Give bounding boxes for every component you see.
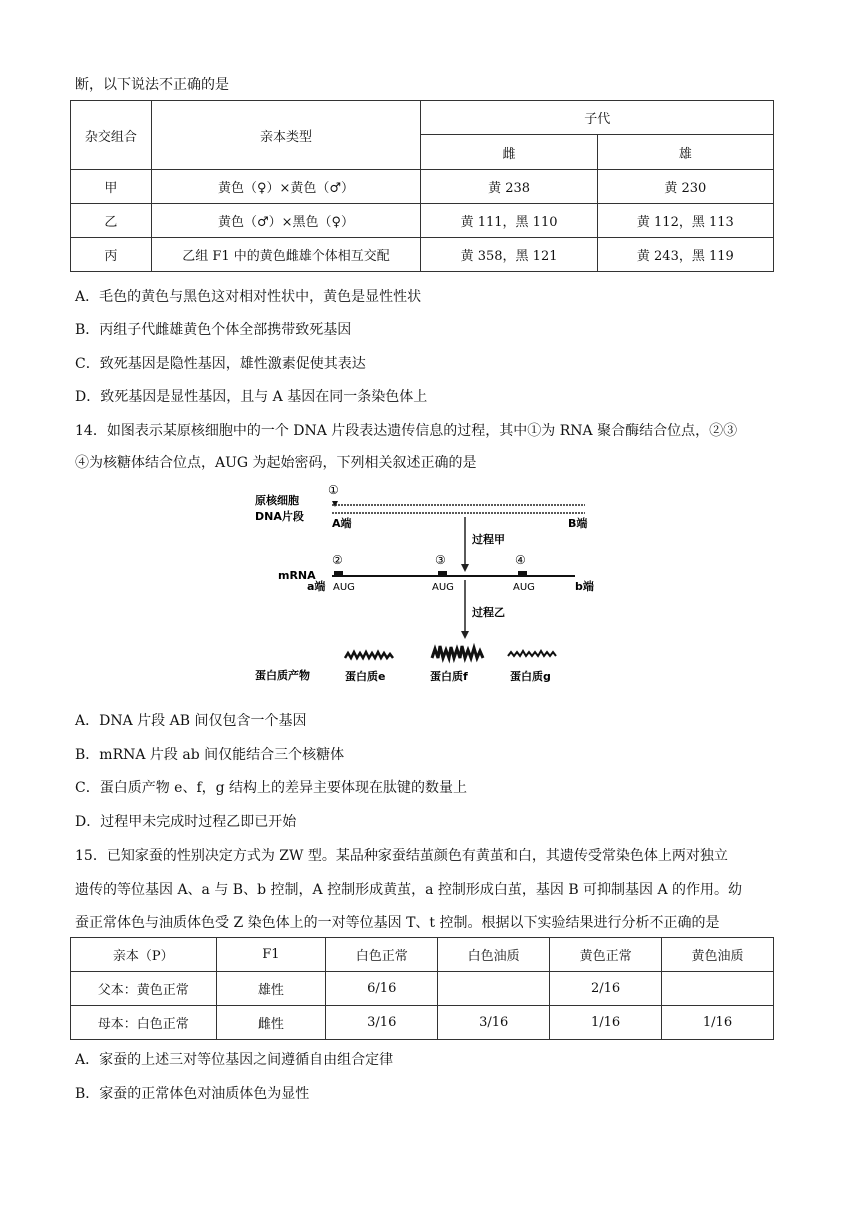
q14-stem-line2: ④为核糖体结合位点，AUG 为起始密码，下列相关叙述正确的是 — [75, 455, 477, 471]
q14-option-b: B．mRNA 片段 ab 间仅能结合三个核糖体 — [75, 747, 345, 763]
cell-female: 黄 358，黑 121 — [421, 238, 597, 272]
end-A: A端 — [332, 517, 352, 530]
cell-cross: 乙 — [71, 204, 152, 238]
site-4-marker: ④ — [515, 553, 526, 567]
cell: 雄性 — [216, 972, 326, 1006]
q14-stem-line1: 14．如图表示某原核细胞中的一个 DNA 片段表达遗传信息的过程，其中①为 RNA 聚合酶结合位点，②③ — [75, 423, 738, 439]
header-yellow-oily: 黄色油质 — [662, 938, 774, 972]
header-parent: 亲本（P） — [71, 938, 217, 972]
gene-expression-figure — [250, 480, 610, 690]
end-b: b端 — [575, 580, 594, 593]
cell-cross: 丙 — [71, 238, 152, 272]
label-protein-g: 蛋白质g — [510, 670, 551, 683]
table-row — [71, 1006, 774, 1040]
cell — [438, 972, 550, 1006]
cell-female: 黄 238 — [421, 170, 597, 204]
cell: 1/16 — [550, 1006, 662, 1040]
promoter-arrow-icon — [332, 501, 338, 507]
table-row — [71, 972, 774, 1006]
q14-option-a: A．DNA 片段 AB 间仅包含一个基因 — [75, 713, 307, 729]
end-B: B端 — [568, 517, 588, 530]
header-yellow-normal: 黄色正常 — [550, 938, 662, 972]
cell — [662, 972, 774, 1006]
table-row — [71, 238, 774, 272]
protein-f-shape — [432, 646, 483, 658]
cell-female: 黄 111，黑 110 — [421, 204, 597, 238]
cell-parent: 黄色（♀）×黄色（♂） — [151, 170, 421, 204]
q14-option-d: D．过程甲未完成时过程乙即已开始 — [75, 814, 297, 830]
table-row — [71, 204, 774, 238]
cell-parent: 乙组 F1 中的黄色雌雄个体相互交配 — [151, 238, 421, 272]
q13-option-a: A．毛色的黄色与黑色这对相对性状中，黄色是显性性状 — [75, 289, 422, 305]
q15-stem-line1: 15．已知家蚕的性别决定方式为 ZW 型。某品种家蚕结茧颜色有黄茧和白，其遗传受常染色体上两对独立 — [75, 848, 728, 864]
q13-option-b: B．丙组子代雌雄黄色个体全部携带致死基因 — [75, 322, 352, 338]
cell: 2/16 — [550, 972, 662, 1006]
cell-male: 黄 230 — [597, 170, 773, 204]
cell-parent: 黄色（♂）×黑色（♀） — [151, 204, 421, 238]
cell: 3/16 — [438, 1006, 550, 1040]
arrow-down-icon — [461, 631, 469, 639]
q15-stem-line3: 蚕正常体色与油质体色受 Z 染色体上的一对等位基因 T、t 控制。根据以下实验结果进行分析不正确的是 — [75, 915, 720, 931]
process-2-label: 过程乙 — [472, 606, 505, 619]
end-a: a端 — [307, 580, 326, 593]
arrow-down-icon — [461, 564, 469, 572]
q13-option-d: D．致死基因是显性基因，且与 A 基因在同一条染色体上 — [75, 389, 428, 405]
label-protein: 蛋白质产物 — [255, 669, 310, 682]
cell: 3/16 — [326, 1006, 438, 1040]
header-white-oily: 白色油质 — [438, 938, 550, 972]
header-female: 雌 — [421, 135, 597, 170]
table-row — [71, 170, 774, 204]
header-male: 雄 — [597, 135, 773, 170]
q13-option-c: C．致死基因是隐性基因，雄性激素促使其表达 — [75, 356, 366, 372]
process-1-label: 过程甲 — [472, 533, 505, 546]
cell: 雌性 — [216, 1006, 326, 1040]
cell-cross: 甲 — [71, 170, 152, 204]
label-protein-e: 蛋白质e — [345, 670, 386, 683]
codon-aug-3: AUG — [513, 582, 535, 593]
header-parent: 亲本类型 — [151, 101, 421, 170]
cross-table — [70, 100, 774, 272]
cell-male: 黄 243，黑 119 — [597, 238, 773, 272]
header-offspring: 子代 — [421, 101, 774, 135]
label-protein-f: 蛋白质f — [430, 670, 468, 683]
header-cross: 杂交组合 — [71, 101, 152, 170]
label-mrna: mRNA — [278, 569, 316, 582]
cell: 父本：黄色正常 — [71, 972, 217, 1006]
q14-option-c: C．蛋白质产物 e、f，g 结构上的差异主要体现在肽键的数量上 — [75, 780, 468, 796]
cell: 母本：白色正常 — [71, 1006, 217, 1040]
codon-aug-2: AUG — [432, 582, 454, 593]
cell: 1/16 — [662, 1006, 774, 1040]
silkworm-table — [70, 937, 774, 1040]
intro-line: 断，以下说法不正确的是 — [75, 77, 229, 93]
header-white-normal: 白色正常 — [326, 938, 438, 972]
site-2-marker: ② — [332, 553, 343, 567]
site-3-marker: ③ — [435, 553, 446, 567]
header-f1: F1 — [216, 938, 326, 972]
q15-option-a: A．家蚕的上述三对等位基因之间遵循自由组合定律 — [75, 1052, 394, 1068]
q15-option-b: B．家蚕的正常体色对油质体色为显性 — [75, 1086, 310, 1102]
cell: 6/16 — [326, 972, 438, 1006]
cell-male: 黄 112，黑 113 — [597, 204, 773, 238]
protein-g-shape — [508, 651, 556, 656]
label-cell: 原核细胞 — [255, 494, 299, 507]
q15-stem-line2: 遗传的等位基因 A、a 与 B、b 控制，A 控制形成黄茧，a 控制形成白茧，基因 B 可抑制基因 A 的作用。幼 — [75, 882, 743, 898]
codon-aug-1: AUG — [333, 582, 355, 593]
protein-e-shape — [345, 652, 393, 658]
label-dna: DNA片段 — [255, 510, 304, 523]
site-1-marker: ① — [328, 483, 339, 497]
